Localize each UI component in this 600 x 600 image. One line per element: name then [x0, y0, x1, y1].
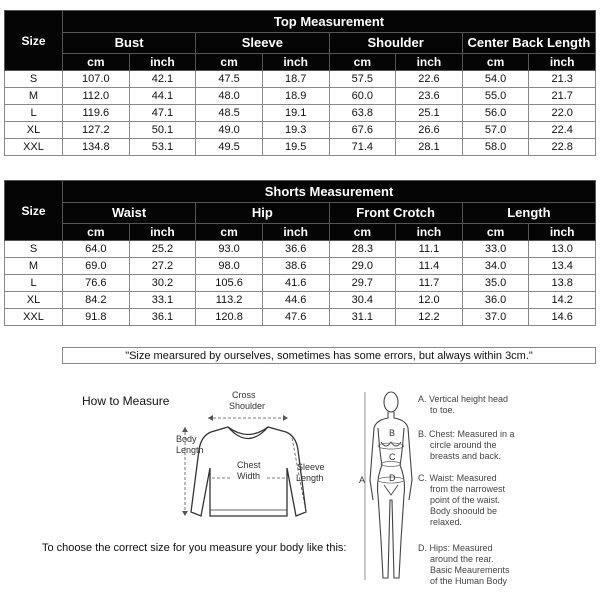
value-cell: 49.0: [196, 122, 263, 139]
measurement-note: "Size mearsured by ourselves, sometimes has some errors, but always within 3cm.": [62, 347, 596, 364]
cross-shoulder-label: Cross: [232, 390, 256, 400]
group-header: Sleeve: [196, 33, 329, 54]
value-cell: 18.9: [262, 88, 329, 105]
value-cell: 28.3: [329, 241, 396, 258]
value-cell: 55.0: [462, 88, 529, 105]
value-cell: 22.0: [529, 105, 596, 122]
value-cell: 58.0: [462, 139, 529, 156]
value-cell: 27.2: [129, 258, 196, 275]
value-cell: 98.0: [196, 258, 263, 275]
value-cell: 18.7: [262, 71, 329, 88]
bottom-table-body: [5, 241, 596, 326]
value-cell: 36.6: [262, 241, 329, 258]
unit-header: inch: [396, 224, 463, 241]
value-cell: 107.0: [63, 71, 130, 88]
value-cell: 19.3: [262, 122, 329, 139]
how-to-measure-heading: How to Measure: [82, 394, 170, 408]
group-header: Length: [462, 203, 595, 224]
value-cell: 35.0: [462, 275, 529, 292]
value-cell: 14.2: [529, 292, 596, 309]
value-cell: 48.5: [196, 105, 263, 122]
size-cell: XXL: [5, 309, 63, 326]
unit-row: [5, 54, 596, 71]
value-cell: 29.0: [329, 258, 396, 275]
unit-header: inch: [129, 224, 196, 241]
letter-a: A: [359, 475, 366, 485]
value-cell: 44.1: [129, 88, 196, 105]
value-cell: 19.5: [262, 139, 329, 156]
value-cell: 26.6: [396, 122, 463, 139]
value-cell: 33.0: [462, 241, 529, 258]
table-title: Top Measurement: [63, 11, 596, 33]
unit-header: cm: [462, 224, 529, 241]
unit-header: cm: [329, 54, 396, 71]
unit-header: inch: [529, 224, 596, 241]
value-cell: 84.2: [63, 292, 130, 309]
value-cell: 120.8: [196, 309, 263, 326]
size-cell: L: [5, 105, 63, 122]
chest-width-label: Chest: [237, 460, 261, 470]
table-row: [5, 139, 596, 156]
instruction-line: C. Waist: Measured: [418, 473, 497, 483]
unit-header: inch: [262, 54, 329, 71]
value-cell: 13.0: [529, 241, 596, 258]
letter-d: D: [389, 473, 396, 483]
value-cell: 60.0: [329, 88, 396, 105]
value-cell: 56.0: [462, 105, 529, 122]
value-cell: 113.2: [196, 292, 263, 309]
body-length-label: Body: [176, 434, 197, 444]
value-cell: 14.6: [529, 309, 596, 326]
value-cell: 21.3: [529, 71, 596, 88]
value-cell: 63.8: [329, 105, 396, 122]
unit-header: inch: [262, 224, 329, 241]
value-cell: 21.7: [529, 88, 596, 105]
size-cell: M: [5, 258, 63, 275]
value-cell: 25.1: [396, 105, 463, 122]
instruction-line: breasts and back.: [430, 451, 502, 461]
value-cell: 76.6: [63, 275, 130, 292]
value-cell: 36.0: [462, 292, 529, 309]
value-cell: 22.6: [396, 71, 463, 88]
value-cell: 53.1: [129, 139, 196, 156]
to-choose-text: To choose the correct size for you measure your body like this:: [42, 542, 347, 554]
table-row: [5, 105, 596, 122]
table-row: [5, 88, 596, 105]
instruction-line: circle around the: [430, 440, 497, 450]
instruction-a: [418, 394, 508, 415]
value-cell: 11.7: [396, 275, 463, 292]
value-cell: 112.0: [63, 88, 130, 105]
group-header: Bust: [63, 33, 196, 54]
size-cell: L: [5, 275, 63, 292]
value-cell: 47.1: [129, 105, 196, 122]
top-table-body: [5, 71, 596, 156]
value-cell: 64.0: [63, 241, 130, 258]
measurement-illustration: [0, 370, 600, 600]
group-header: Front Crotch: [329, 203, 462, 224]
instruction-b: [418, 429, 515, 461]
human-body-diagram: [370, 392, 412, 578]
table-row: [5, 292, 596, 309]
instruction-line: around the rear.: [430, 554, 494, 564]
value-cell: 34.0: [462, 258, 529, 275]
letter-c: C: [389, 452, 396, 462]
value-cell: 47.5: [196, 71, 263, 88]
value-cell: 13.8: [529, 275, 596, 292]
unit-header: cm: [196, 224, 263, 241]
value-cell: 71.4: [329, 139, 396, 156]
value-cell: 12.2: [396, 309, 463, 326]
unit-row: [5, 224, 596, 241]
instruction-line: relaxed.: [430, 517, 463, 527]
value-cell: 54.0: [462, 71, 529, 88]
value-cell: 37.0: [462, 309, 529, 326]
value-cell: 22.4: [529, 122, 596, 139]
instruction-line: Body shoould be: [430, 506, 498, 516]
letter-b: B: [389, 428, 396, 438]
sleeve-length-label: Sleeve: [297, 462, 325, 472]
value-cell: 13.4: [529, 258, 596, 275]
body-length-label: Length: [176, 445, 204, 455]
value-cell: 25.2: [129, 241, 196, 258]
value-cell: 49.5: [196, 139, 263, 156]
value-cell: 30.4: [329, 292, 396, 309]
group-header: Hip: [196, 203, 329, 224]
value-cell: 19.1: [262, 105, 329, 122]
instruction-line: from the narrowest: [430, 484, 506, 494]
unit-header: cm: [329, 224, 396, 241]
chest-width-label: Width: [237, 471, 261, 481]
table-row: [5, 241, 596, 258]
unit-header: cm: [63, 224, 130, 241]
value-cell: 57.5: [329, 71, 396, 88]
value-cell: 119.6: [63, 105, 130, 122]
size-cell: S: [5, 241, 63, 258]
instruction-line: A. Vertical height head: [418, 394, 509, 404]
value-cell: 134.8: [63, 139, 130, 156]
size-header: Size: [5, 11, 63, 71]
value-cell: 48.0: [196, 88, 263, 105]
value-cell: 23.6: [396, 88, 463, 105]
unit-header: inch: [529, 54, 596, 71]
instruction-line: Basic Meaurements: [430, 565, 510, 575]
table-row: [5, 275, 596, 292]
size-cell: XXL: [5, 139, 63, 156]
size-cell: XL: [5, 122, 63, 139]
value-cell: 33.1: [129, 292, 196, 309]
group-header: Shoulder: [329, 33, 462, 54]
size-header: Size: [5, 181, 63, 241]
value-cell: 12.0: [396, 292, 463, 309]
unit-header: inch: [396, 54, 463, 71]
value-cell: 42.1: [129, 71, 196, 88]
value-cell: 28.1: [396, 139, 463, 156]
value-cell: 11.4: [396, 258, 463, 275]
group-header: Waist: [63, 203, 196, 224]
table-title: Shorts Measurement: [63, 181, 596, 203]
top-measurement-table: [4, 10, 596, 156]
unit-header: cm: [462, 54, 529, 71]
value-cell: 47.6: [262, 309, 329, 326]
group-header: Center Back Length: [462, 33, 595, 54]
cross-shoulder-label: Shoulder: [229, 401, 266, 411]
value-cell: 30.2: [129, 275, 196, 292]
sleeve-length-label: Length: [296, 473, 324, 483]
value-cell: 44.6: [262, 292, 329, 309]
value-cell: 31.1: [329, 309, 396, 326]
instruction-d: [418, 543, 510, 586]
value-cell: 93.0: [196, 241, 263, 258]
value-cell: 67.6: [329, 122, 396, 139]
value-cell: 69.0: [63, 258, 130, 275]
table-row: [5, 258, 596, 275]
instruction-line: of the Human Body: [430, 576, 508, 586]
instruction-line: D. Hips: Measured: [418, 543, 493, 553]
table-row: [5, 309, 596, 326]
instruction-line: point of the waist.: [430, 495, 501, 505]
shorts-measurement-table: [4, 180, 596, 326]
instruction-line: to toe.: [430, 405, 456, 415]
value-cell: 57.0: [462, 122, 529, 139]
value-cell: 11.1: [396, 241, 463, 258]
instruction-line: B. Chest: Measured in a: [418, 429, 515, 439]
value-cell: 41.6: [262, 275, 329, 292]
size-cell: S: [5, 71, 63, 88]
table-row: [5, 71, 596, 88]
unit-header: cm: [196, 54, 263, 71]
value-cell: 36.1: [129, 309, 196, 326]
size-cell: XL: [5, 292, 63, 309]
value-cell: 29.7: [329, 275, 396, 292]
value-cell: 38.6: [262, 258, 329, 275]
value-cell: 105.6: [196, 275, 263, 292]
instruction-c: [418, 473, 506, 527]
value-cell: 50.1: [129, 122, 196, 139]
value-cell: 91.8: [63, 309, 130, 326]
value-cell: 127.2: [63, 122, 130, 139]
unit-header: cm: [63, 54, 130, 71]
value-cell: 22.8: [529, 139, 596, 156]
size-cell: M: [5, 88, 63, 105]
table-row: [5, 122, 596, 139]
unit-header: inch: [129, 54, 196, 71]
